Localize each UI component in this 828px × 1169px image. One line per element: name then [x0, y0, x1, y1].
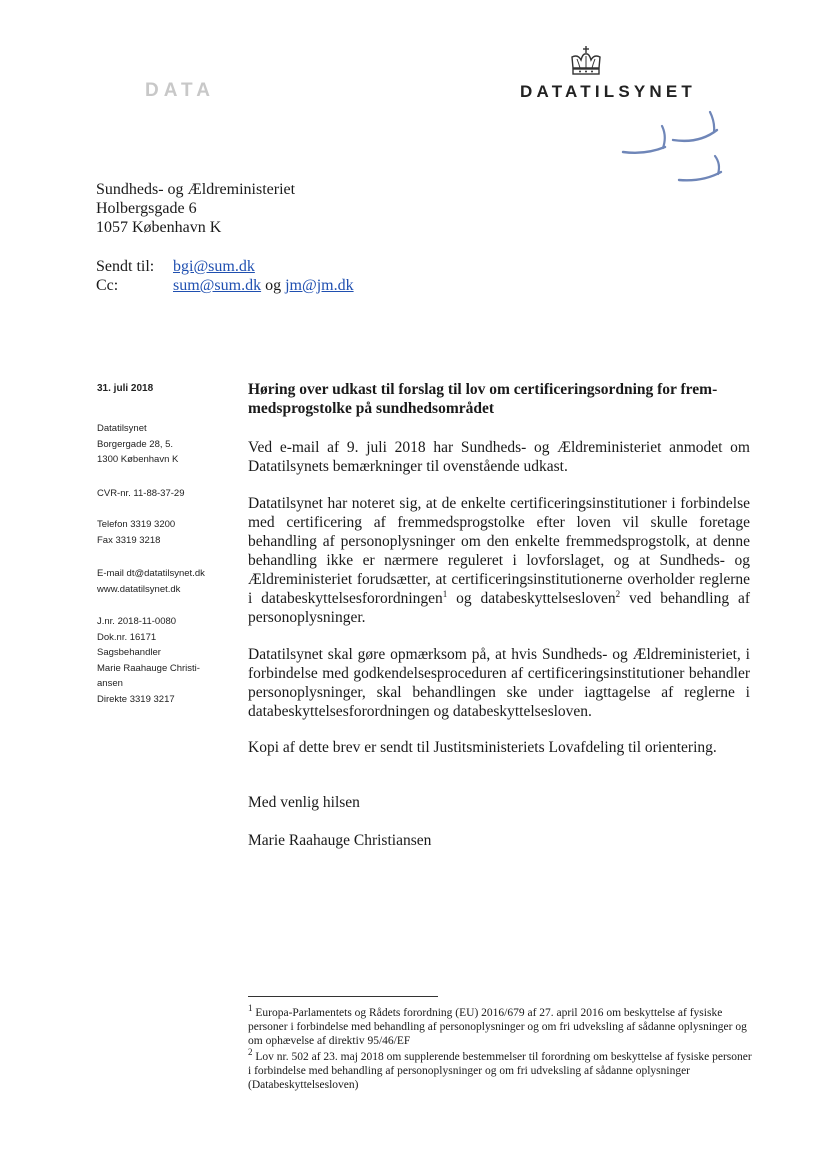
sidebar-org: Datatilsynet	[97, 423, 147, 434]
paragraph-2-part2: og databeskyttelsesloven	[447, 590, 616, 607]
sidebar-contact	[97, 566, 205, 597]
cc-label: Cc:	[96, 277, 119, 294]
footnote-1	[248, 1003, 753, 1048]
footnote-divider	[248, 996, 438, 997]
footnote-1-mark: 1	[248, 1003, 253, 1014]
sidebar-direct: Direkte 3319 3217	[97, 693, 175, 705]
letter-heading	[248, 380, 748, 418]
sidebar-case-info	[97, 614, 200, 707]
paragraph-2	[248, 494, 750, 627]
cc-email-link-1[interactable]: sum@sum.dk	[173, 277, 262, 294]
footnote-2	[248, 1047, 753, 1092]
paragraph-4: Kopi af dette brev er sendt til Justitsministeriets Lovafdeling til orientering.	[248, 739, 717, 756]
closing-greeting: Med venlig hilsen	[248, 794, 360, 811]
crown-icon	[568, 44, 604, 80]
sidebar-city: 1300 København K	[97, 454, 179, 465]
paragraph-2-part1: Datatilsynet har noteret sig, at de enkelte certificeringsinstitutioner i forbindelse med certificering af fremmedsprogstolke efter loven vil skulle foretage behandling af personoplysninger om den enkelte fremmedsprogstolk, at denne behandling ikke er nærmere reguleret i lovforslaget, og at Sundheds- og Ældreministeriet forudsætter, at certificeringsinstitutionerne overholder reglerne i databeskyttelsesforordningen	[248, 495, 750, 607]
signer-name: Marie Raahauge Christiansen	[248, 832, 432, 849]
footnote-2-mark: 2	[248, 1047, 253, 1058]
paragraph-2-part3: ved behandling af personoplysninger.	[248, 590, 750, 626]
sidebar-doknr: Dok.nr. 16171	[97, 631, 157, 643]
letter-date: 31. juli 2018	[97, 383, 154, 394]
sidebar-caseworker-line1: Marie Raahauge Christi-	[97, 662, 200, 674]
cc-joiner: og	[265, 277, 282, 294]
footnote-2-text: Lov nr. 502 af 23. maj 2018 om supplerende bestemmelser til forordning om beskyttelse af fysiske personer i forbindelse med behandling af personoplysninger og om fri udveksling af sådanne oplysninger (Databeskyttelsesloven)	[248, 1051, 752, 1091]
cc-email-link-2[interactable]: jm@jm.dk	[285, 277, 354, 294]
recipient-street: Holbergsgade 6	[96, 200, 197, 217]
sidebar-email: E-mail dt@datatilsynet.dk	[97, 568, 205, 579]
sidebar-cvr: CVR-nr. 11-88-37-29	[97, 488, 185, 499]
sidebar-caseworker-label: Sagsbehandler	[97, 647, 161, 658]
recipient-address	[96, 180, 295, 237]
paragraph-3: Datatilsynet skal gøre opmærksom på, at hvis Sundheds- og Ældreministeriet, i forbindelse med godkendelsesproceduren af certificeringsinstitutioner behandler personoplysninger, skal behandlingen ske under iagttagelse af reglerne i databeskyttelsesforordningen og databeskyttelsesloven.	[248, 646, 750, 720]
sidebar-web: www.datatilsynet.dk	[97, 583, 181, 595]
sidebar-phones	[97, 517, 175, 548]
handwritten-initials-mark	[615, 110, 735, 190]
faint-watermark-logo: DATA	[145, 80, 215, 101]
letter-heading-line1: Høring over udkast til forslag til lov om certificeringsordning for frem-	[248, 381, 718, 398]
sidebar-caseworker-line2: ansen	[97, 678, 123, 689]
footnote-ref-2: 2	[615, 588, 621, 599]
footnote-ref-1: 1	[442, 588, 448, 599]
sidebar-address	[97, 421, 178, 468]
letter-heading-line2: medsprogstolke på sundhedsområdet	[248, 400, 495, 417]
recipient-city: 1057 København K	[96, 219, 222, 236]
sent-to-email-link[interactable]: bgi@sum.dk	[173, 258, 255, 275]
paragraph-1: Ved e-mail af 9. juli 2018 har Sundheds- og Ældreministeriet anmodet om Datatilsynets bemærkninger til ovenstående udkast.	[248, 439, 750, 475]
sidebar-fax: Fax 3319 3218	[97, 534, 161, 546]
sent-to-label: Sendt til:	[96, 258, 155, 275]
sidebar-street: Borgergade 28, 5.	[97, 438, 174, 450]
sidebar-jnr: J.nr. 2018-11-0080	[97, 616, 177, 627]
brand-name: DATATILSYNET	[520, 82, 696, 101]
sidebar-phone: Telefon 3319 3200	[97, 519, 176, 530]
footnote-1-text: Europa-Parlamentets og Rådets forordning (EU) 2016/679 af 27. april 2016 om beskyttelse af fysiske personer i forbindelse med behandling af personoplysninger og om fri udveksling af sådanne oplysninger og om ophævelse af direktiv 95/46/EF	[248, 1007, 747, 1047]
recipient-name: Sundheds- og Ældreministeriet	[96, 181, 296, 198]
